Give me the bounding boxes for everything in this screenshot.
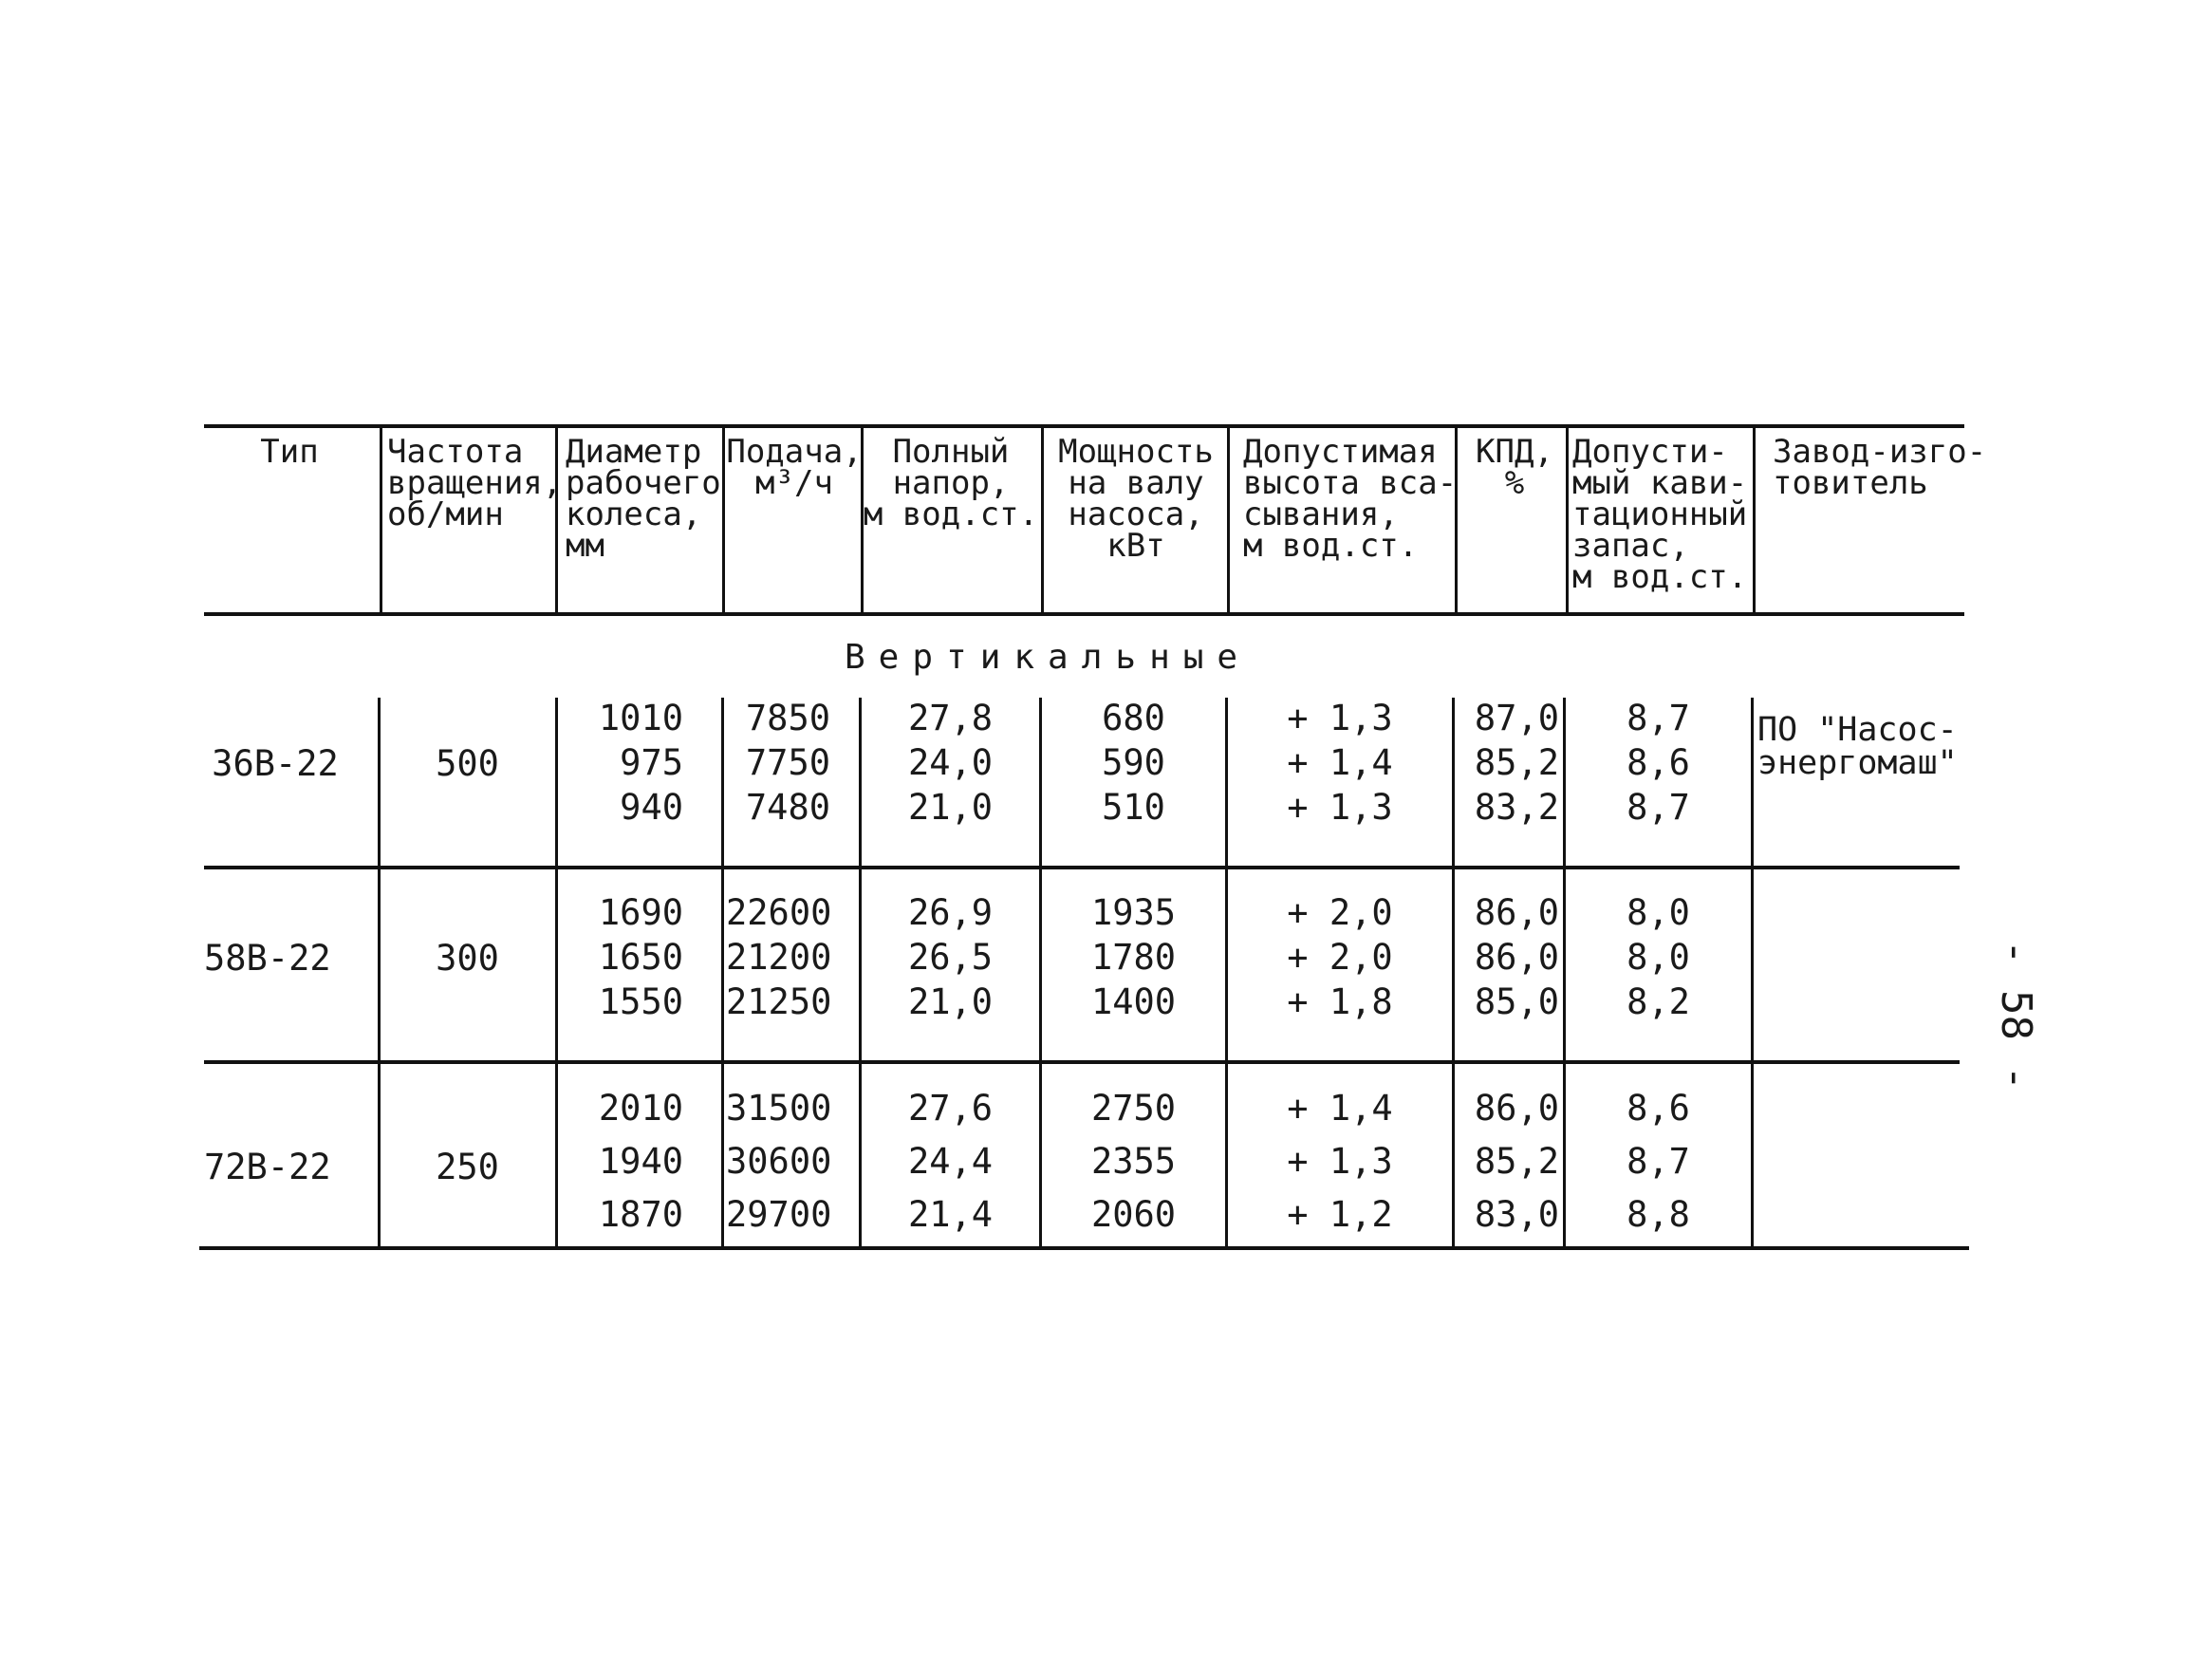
header-cavitation-margin: Допусти- мый кави- тационный запас, м вод.ст. xyxy=(1572,433,1748,596)
suction-height: + 1,3 + 1,4 + 1,3 xyxy=(1287,698,1393,828)
flow-rate: 31500 30600 29700 xyxy=(726,1088,832,1235)
group-divider xyxy=(204,1060,1960,1064)
table-top-rule xyxy=(204,424,1964,428)
shaft-power: 2750 2355 2060 xyxy=(1090,1088,1177,1235)
efficiency: 87,0 85,2 83,2 xyxy=(1474,698,1559,828)
impeller-diameter: 1010 975 940 xyxy=(598,698,683,828)
pump-type: 72В-22 xyxy=(204,1147,331,1187)
header-efficiency: КПД, % xyxy=(1476,433,1553,502)
page-number: - 58 - xyxy=(1992,940,2040,1091)
header-manufacturer: Завод-изго- товитель xyxy=(1773,433,1987,502)
column-divider xyxy=(1753,424,1756,614)
efficiency: 86,0 86,0 85,0 xyxy=(1474,892,1559,1022)
rotation-speed: 500 xyxy=(436,743,499,784)
manufacturer: ПО "Насос- энергомаш" xyxy=(1757,711,1958,782)
flow-rate: 7850 7750 7480 xyxy=(745,698,830,828)
column-divider xyxy=(555,698,558,1248)
cavitation-margin: 8,6 8,7 8,8 xyxy=(1626,1088,1690,1235)
total-head: 27,6 24,4 21,4 xyxy=(907,1088,994,1235)
header-head: Полный напор, м вод.ст. xyxy=(863,433,1039,533)
header-suction-height: Допустимая высота вса- сывания, м вод.ст. xyxy=(1243,433,1458,565)
total-head: 26,9 26,5 21,0 xyxy=(907,892,994,1022)
cavitation-margin: 8,7 8,6 8,7 xyxy=(1626,698,1690,828)
shaft-power: 1935 1780 1400 xyxy=(1090,892,1177,1022)
suction-height: + 1,4 + 1,3 + 1,2 xyxy=(1287,1088,1393,1235)
header-shaft-power: Мощность на валу насоса, кВт xyxy=(1058,433,1214,565)
column-divider xyxy=(380,424,382,614)
total-head: 27,8 24,0 21,0 xyxy=(907,698,994,828)
flow-rate: 22600 21200 21250 xyxy=(726,892,832,1022)
efficiency: 86,0 85,2 83,0 xyxy=(1474,1088,1559,1235)
header-flow: Подача, м³/ч xyxy=(726,433,863,502)
column-divider xyxy=(1452,698,1455,1248)
rotation-speed: 250 xyxy=(436,1147,499,1187)
header-rotation-speed: Частота вращения, об/мин xyxy=(387,433,563,533)
pump-type: 36В-22 xyxy=(212,743,339,784)
group-divider xyxy=(204,866,1960,869)
section-title: Вертикальные xyxy=(845,638,1252,677)
column-divider xyxy=(1751,698,1754,1248)
suction-height: + 2,0 + 2,0 + 1,8 xyxy=(1287,892,1393,1022)
shaft-power: 680 590 510 xyxy=(1102,698,1165,828)
rotation-speed: 300 xyxy=(436,938,499,979)
pump-type: 58В-22 xyxy=(204,938,331,979)
table-bottom-rule xyxy=(199,1246,1969,1250)
header-type: Тип xyxy=(260,433,319,471)
header-bottom-rule xyxy=(204,612,1964,616)
column-divider xyxy=(721,698,724,1248)
impeller-diameter: 2010 1940 1870 xyxy=(598,1088,683,1235)
impeller-diameter: 1690 1650 1550 xyxy=(598,892,683,1022)
header-impeller-diameter: Диаметр рабочего колеса, мм xyxy=(566,433,721,565)
cavitation-margin: 8,0 8,0 8,2 xyxy=(1626,892,1690,1022)
